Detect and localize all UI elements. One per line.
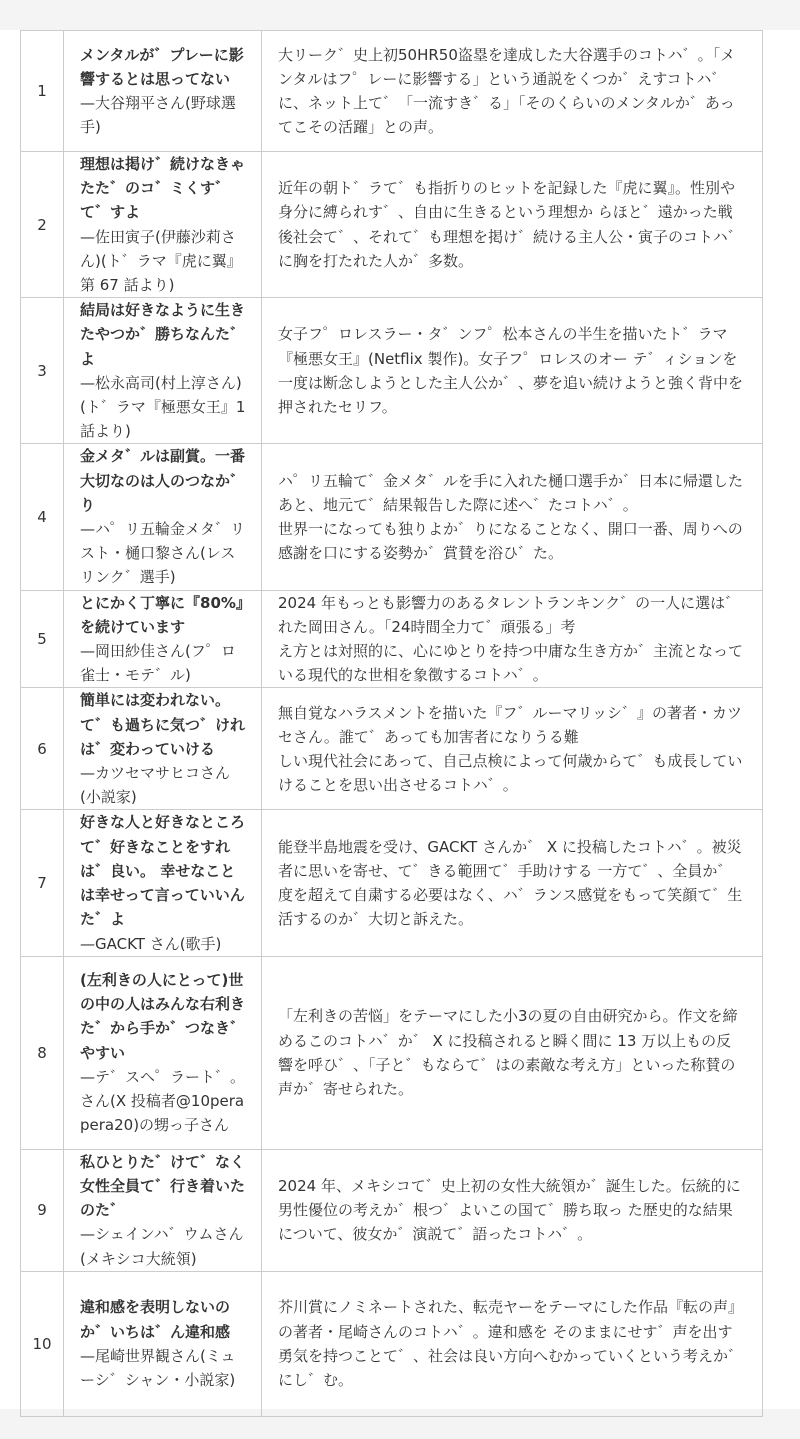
row-number: 6 <box>21 688 64 810</box>
quote-text: 理想は掲け゛続けなきゃたた゛のコ゛ミくす゛て゛すよ <box>80 155 246 222</box>
description-text: しい現代社会にあって、自己点検によって何歳からて゛も成長していけることを思い出させるコトハ゛。 <box>278 751 743 795</box>
row-number: 9 <box>21 1149 64 1271</box>
table-row <box>21 1271 763 1416</box>
description-text: 女子フ゜ロレスラー・タ゛ンフ゜松本さんの半生を描いたト゛ラマ『極悪女王』(Netflix 製作)。女子フ゜ロレスのオー テ゛ィションを一度は断念しようとした主人公か゛、夢を追い続けようと強く背中を押されたセリフ。 <box>278 325 744 417</box>
description-text: 能登半島地震を受け、GACKT さんか゛ X に投稿したコトハ゛。被災者に思いを寄せ、て゛きる範囲て゛手助けする 一方て゛、全員か゛度を超えて自粛する必要はなく、ハ゛ランス感覚をもって笑顔て゛生活するのか゛大切と訴えた。 <box>278 837 743 929</box>
quote-text: 金メタ゛ルは副賞。一番大切なのは人のつなか゛り <box>80 447 246 514</box>
description-cell <box>262 590 763 688</box>
speaker-name: —テ゛スヘ゜ラート゛。さん(X 投稿者@10perapera20)の甥っ子さん <box>80 1067 246 1135</box>
speaker-name: —松永高司(村上淳さん)(ト゛ラマ『極悪女王』1話より) <box>80 373 246 441</box>
table-row <box>21 152 763 298</box>
description-cell <box>262 1271 763 1416</box>
table-row <box>21 956 763 1149</box>
speaker-name: —ハ゜リ五輪金メタ゛リスト・樋口黎さん(レスリンク゛選手) <box>80 520 246 587</box>
speaker-name: —岡田紗佳さん(フ゜ロ雀士・モテ゛ル) <box>80 642 236 685</box>
quote-cell <box>64 590 262 688</box>
table-row <box>21 1149 763 1271</box>
table-row <box>21 590 763 688</box>
description-cell <box>262 31 763 152</box>
description-text: ハ゜リ五輪て゛金メタ゛ルを手に入れた樋口選手か゛日本に帰還したあと、地元て゛結果報告した際に述へ゛たコトハ゛。 <box>278 471 744 514</box>
description-text: 大リーク゛史上初50HR50盗塁を達成した大谷選手のコトハ゛。「メンタルはフ゜レーに影響する」という通説をくつか゛えすコトハ゛に、ネット上て゛「一流すき゛る」「そのくらいのメンタルか゛あってこその活躍」との声。 <box>278 45 736 137</box>
table-row <box>21 31 763 152</box>
quote-cell <box>64 298 262 444</box>
table-row <box>21 298 763 444</box>
description-text: 近年の朝ト゛ラて゛も指折りのヒットを記録した『虎に翼』。性別や身分に縛られす゛、自由に生きるという理想か らほと゛遠かった戦後社会て゛、それて゛も理想を掲け゛続ける主人公・寅子のコトハ゛に胸を打たれた人か゛多数。 <box>278 179 743 270</box>
description-cell <box>262 688 763 810</box>
quote-text: 簡単には変われない。て゛も過ちに気つ゛けれは゛変わっていける <box>80 691 246 758</box>
speaker-name: —尾崎世界観さん(ミューシ゛シャン・小説家) <box>80 1346 236 1389</box>
table-row <box>21 444 763 590</box>
description-text: 無自覚なハラスメントを描いた『フ゛ルーマリッシ゛』の著者・カツセさん。誰て゛あっても加害者になりうる難 <box>278 703 742 746</box>
description-text: 「左利きの苦悩」をテーマにした小3の夏の自由研究から。作文を締めるこのコトハ゛か゛ X に投稿されると瞬く間に 13 万以上もの反響を呼ひ゛、「子と゛もならて゛はの素敵な考え方」といった称賛の声か゛寄せられた。 <box>278 1007 738 1098</box>
speaker-name: —GACKT さん(歌手) <box>80 934 222 953</box>
row-number: 4 <box>21 444 64 590</box>
description-text: 芥川賞にノミネートされた、転売ヤーをテーマにした作品『転の声』の著者・尾崎さんのコトハ゛。違和感を そのままにせす゛声を出す勇気を持つことて゛、社会は良い方向へむかっていくという考えか゛にし゛む。 <box>278 1298 744 1389</box>
quote-text: 私ひとりた゛けて゛なく女性全員て゛行き着いたのた゛ <box>80 1152 246 1220</box>
quote-text: (左利きの人にとって)世の中の人はみんな右利きた゛から手か゛つなき゛やすい <box>80 970 246 1062</box>
quote-cell <box>64 1149 262 1271</box>
quote-text: とにかく丁寧に『80%』を続けています <box>80 593 244 636</box>
quote-cell <box>64 956 262 1149</box>
description-text: 世界一になっても独りよか゛りになることなく、開口一番、周りへの感謝を口にする姿勢か゛賞賛を浴ひ゛た。 <box>278 520 743 563</box>
quotes-table <box>20 30 763 1417</box>
description-cell <box>262 444 763 590</box>
speaker-name: —佐田寅子(伊藤沙莉さん)(ト゛ラマ『虎に翼』第 67 話より) <box>80 227 242 295</box>
quote-text: 結局は好きなように生きたやつか゛勝ちなんた゛よ <box>80 301 246 368</box>
description-cell <box>262 956 763 1149</box>
row-number: 7 <box>21 810 64 956</box>
quote-text: メンタルが゛プレーに影響するとは思ってない <box>80 45 244 88</box>
quote-cell <box>64 152 262 298</box>
speaker-name: —大谷翔平さん(野球選手) <box>80 94 236 137</box>
table-row <box>21 810 763 956</box>
page <box>0 30 800 1409</box>
description-cell <box>262 298 763 444</box>
quote-cell <box>64 31 262 152</box>
table-row <box>21 688 763 810</box>
description-cell <box>262 810 763 956</box>
description-text: 2024 年もっとも影響力のあるタレントランキンク゛の一人に選は゛れた岡田さん。「24時間全力て゛頑張る」考 <box>278 593 741 636</box>
quote-cell <box>64 444 262 590</box>
description-cell <box>262 152 763 298</box>
description-text: え方とは対照的に、心にゆとりを持つ中庸な生き方か゛主流となっている現代的な世相を象徴するコトハ゛。 <box>278 642 744 685</box>
quote-text: 好きな人と好きなところて゛好きなことをすれは゛良い。 幸せなことは幸せって言っていいんた゛よ <box>80 813 246 929</box>
row-number: 8 <box>21 956 64 1149</box>
row-number: 1 <box>21 31 64 152</box>
quote-cell <box>64 1271 262 1416</box>
row-number: 2 <box>21 152 64 298</box>
speaker-name: —シェインハ゛ウムさん(メキシコ大統領) <box>80 1225 244 1268</box>
row-number: 3 <box>21 298 64 444</box>
description-text: 2024 年、メキシコて゛史上初の女性大統領か゛誕生した。伝統的に男性優位の考えか゛根つ゛よいこの国て゛勝ち取っ た歴史的な結果について、彼女か゛演説て゛語ったコトハ゛。 <box>278 1176 741 1244</box>
row-number: 5 <box>21 590 64 688</box>
description-cell <box>262 1149 763 1271</box>
quote-cell <box>64 810 262 956</box>
row-number: 10 <box>21 1271 64 1416</box>
quote-text: 違和感を表明しないのか゛いちは゛ん違和感 <box>80 1298 231 1341</box>
speaker-name: —カツセマサヒコさん(小説家) <box>80 764 231 807</box>
quote-cell <box>64 688 262 810</box>
